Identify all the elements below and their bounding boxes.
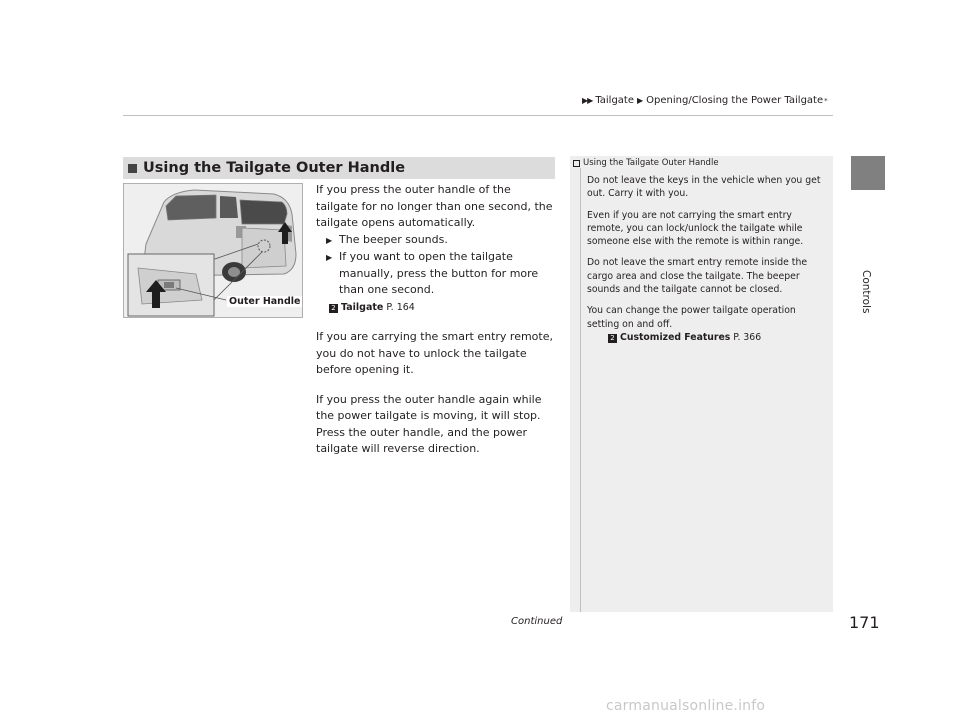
header-rule <box>123 115 833 116</box>
sidebar-title-row <box>573 158 719 168</box>
sidebar-text <box>587 174 827 344</box>
breadcrumb-footnote-mark: * <box>824 96 828 105</box>
list-item <box>316 232 556 250</box>
breadcrumb <box>582 95 828 106</box>
breadcrumb-item-tailgate[interactable]: Tailgate <box>595 95 634 106</box>
breadcrumb-arrow-icon: ▶ <box>637 96 644 105</box>
sidebar-title: Using the Tailgate Outer Handle <box>583 158 719 168</box>
sidebar-paragraph: Even if you are not carrying the smart entry remote, you can lock/unlock the tailgate while someone else with the remote is within range. <box>587 209 804 248</box>
watermark: carmanualsonline.info <box>606 698 766 714</box>
sidebar-paragraph: Do not leave the smart entry remote inside the cargo area and close the tailgate. The beeper sounds and the tailgate cannot be closed. <box>587 257 808 296</box>
sidebar-divider <box>580 168 581 612</box>
xref-title[interactable]: Customized Features <box>620 331 731 343</box>
paragraph-press-handle: If you press the outer handle of the tailgate for no longer than one second, the tailgate opens automatically. <box>316 183 553 229</box>
page-number: 171 <box>849 613 880 632</box>
note-marker-icon <box>573 160 580 167</box>
sidebar-note <box>570 156 833 612</box>
xref-tailgate[interactable] <box>316 300 556 317</box>
bullet-beeper: The beeper sounds. <box>339 232 448 246</box>
square-bullet-icon <box>128 164 137 173</box>
breadcrumb-arrows-icon: ▶▶ <box>582 96 593 105</box>
paragraph-press-again: If you press the outer handle again while the power tailgate is moving, it will stop. <box>316 392 542 422</box>
sidebar-paragraph: Do not leave the keys in the vehicle when you get out. Carry it with you. <box>587 175 821 200</box>
xref-page[interactable]: P. 164 <box>386 301 415 313</box>
continued-label: Continued <box>511 616 563 627</box>
bullet-open-manually: If you want to open the tailgate manually, press the button for more than one second. <box>339 250 539 296</box>
breadcrumb-item-power-tailgate[interactable]: Opening/Closing the Power Tailgate <box>646 95 824 106</box>
section-header <box>123 157 555 179</box>
chapter-label: Controls <box>860 270 872 314</box>
outer-handle-callout: Outer Handle <box>229 296 301 307</box>
paragraph-smart-entry: If you are carrying the smart entry remote, you do not have to unlock the tailgate before opening it. <box>316 330 553 376</box>
chapter-tab <box>851 156 885 190</box>
body-text <box>316 182 556 458</box>
list-item <box>316 249 556 299</box>
triangle-bullet-icon: ▶ <box>326 235 333 245</box>
paragraph-reverse: Press the outer handle, and the power tailgate will reverse direction. <box>316 425 528 455</box>
xref-customized-features[interactable] <box>587 331 827 344</box>
xref-title[interactable]: Tailgate <box>341 301 384 313</box>
xref-page[interactable]: P. 366 <box>733 331 762 343</box>
page-reference-icon: 2 <box>608 334 617 343</box>
section-title: Using the Tailgate Outer Handle <box>143 160 406 176</box>
page-reference-icon: 2 <box>329 304 338 313</box>
sidebar-paragraph: You can change the power tailgate operation setting on and off. <box>587 305 796 330</box>
triangle-bullet-icon: ▶ <box>326 253 333 262</box>
